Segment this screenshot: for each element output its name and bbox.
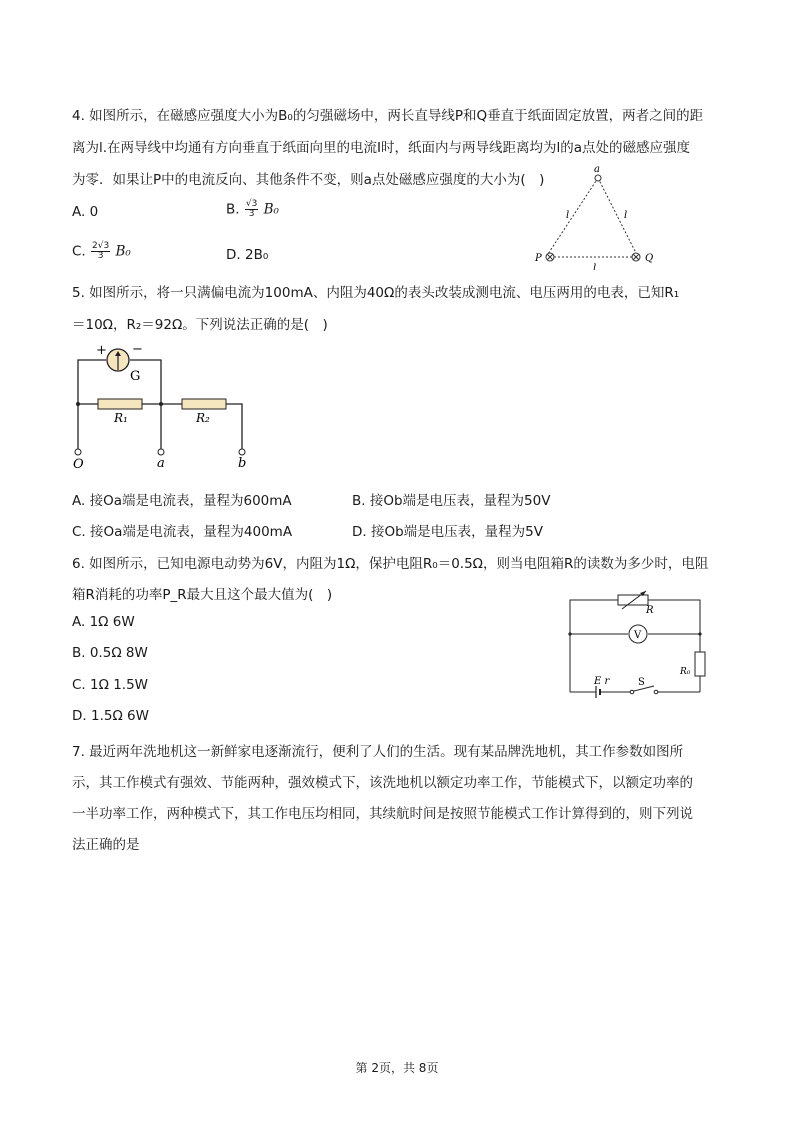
svg-text:Q: Q (645, 253, 654, 264)
label-a: a (594, 164, 600, 175)
r1-resistor (98, 399, 142, 409)
svg-text:b: b (238, 456, 247, 471)
svg-text:P: P (535, 253, 542, 264)
q7-stem-line-2: 示，其工作模式有强效、节能两种，强效模式下，该洗地机以额定功率工作，节能模式下，以额定功率的 (72, 775, 693, 791)
q4-option-a: A. 0 (72, 204, 99, 220)
q5-stem-line-1: 5. 如图所示，将一只满偏电流为100mA、内阻为40Ω的表头改装成测电流、电压两用的电表，已知R₁ (72, 285, 680, 301)
resistance-box (618, 595, 648, 605)
q5-option-a: A. 接Oa端是电流表，量程为600mA (72, 493, 292, 509)
q5-option-c: C. 接Oa端是电流表，量程为400mA (72, 524, 293, 540)
svg-text:l: l (624, 210, 628, 221)
svg-text:R₀: R₀ (680, 667, 691, 677)
svg-text:R: R (646, 605, 654, 616)
svg-text:R₁: R₁ (114, 411, 128, 425)
q4-stem-line-3: 为零．如果让P中的电流反向、其他条件不变，则a点处磁感应强度的大小为( ) (72, 172, 545, 188)
svg-text:S: S (638, 677, 645, 688)
q5-option-b: B. 接Ob端是电压表，量程为50V (352, 493, 551, 509)
q7-stem-line-4: 法正确的是 (72, 837, 140, 853)
q5-option-d: D. 接Ob端是电压表，量程为5V (352, 524, 543, 540)
page-footer: 第 2页，共 8页 (355, 1061, 439, 1075)
svg-text:−: − (132, 342, 143, 357)
svg-text:l: l (566, 210, 570, 221)
q6-option-c: C. 1Ω 1.5W (72, 677, 149, 693)
q6-option-a: A. 1Ω 6W (72, 614, 135, 630)
q4-option-b: B. $\frac{√3}{3}$ B₀ (226, 199, 279, 219)
q4-stem-line-1: 4. 如图所示，在磁感应强度大小为B₀的匀强磁场中，两长直导线P和Q垂直于纸面固定放置，两者之间的距 (72, 108, 704, 124)
svg-text:l: l (593, 263, 597, 270)
q4-triangle-figure (530, 160, 670, 270)
q6-option-d: D. 1.5Ω 6W (72, 708, 149, 724)
q5-stem-line-2: ＝10Ω，R₂＝92Ω。下列说法正确的是( ) (72, 317, 328, 333)
svg-text:E r: E r (594, 676, 610, 687)
q6-option-b: B. 0.5Ω 8W (72, 645, 148, 661)
q4-option-c: C. $\frac{2√3}{3}$ B₀ (72, 241, 131, 261)
svg-text:+: + (96, 343, 107, 358)
svg-text:R₂: R₂ (196, 411, 210, 425)
q6-stem-line-2: 箱R消耗的功率P_R最大且这个最大值为( ) (72, 587, 333, 603)
q6-circuit-figure (560, 590, 720, 700)
svg-text:a: a (157, 456, 165, 471)
q4-option-d: D. 2B₀ (226, 247, 269, 263)
q7-stem-line-1: 7. 最近两年洗地机这一新鲜家电逐渐流行，便利了人们的生活。现有某品牌洗地机，其工作参数如图所 (72, 744, 684, 760)
q5-circuit-figure (66, 340, 266, 475)
q4-stem-line-2: 离为l.在两导线中均通有方向垂直于纸面向里的电流I时，纸面内与两导线距离均为l的a点处的磁感应强度 (72, 140, 691, 156)
q6-stem-line-1: 6. 如图所示，已知电源电动势为6V，内阻为1Ω，保护电阻R₀＝0.5Ω，则当电阻箱R的读数为多少时，电阻 (72, 556, 709, 572)
svg-text:G: G (130, 369, 141, 384)
q7-stem-line-3: 一半功率工作，两种模式下，其工作电压均相同，其续航时间是按照节能模式工作计算得到的，则下列说 (72, 806, 693, 822)
r0-resistor (695, 652, 705, 676)
r2-resistor (182, 399, 226, 409)
svg-text:O: O (73, 457, 84, 472)
svg-text:V: V (634, 630, 642, 641)
